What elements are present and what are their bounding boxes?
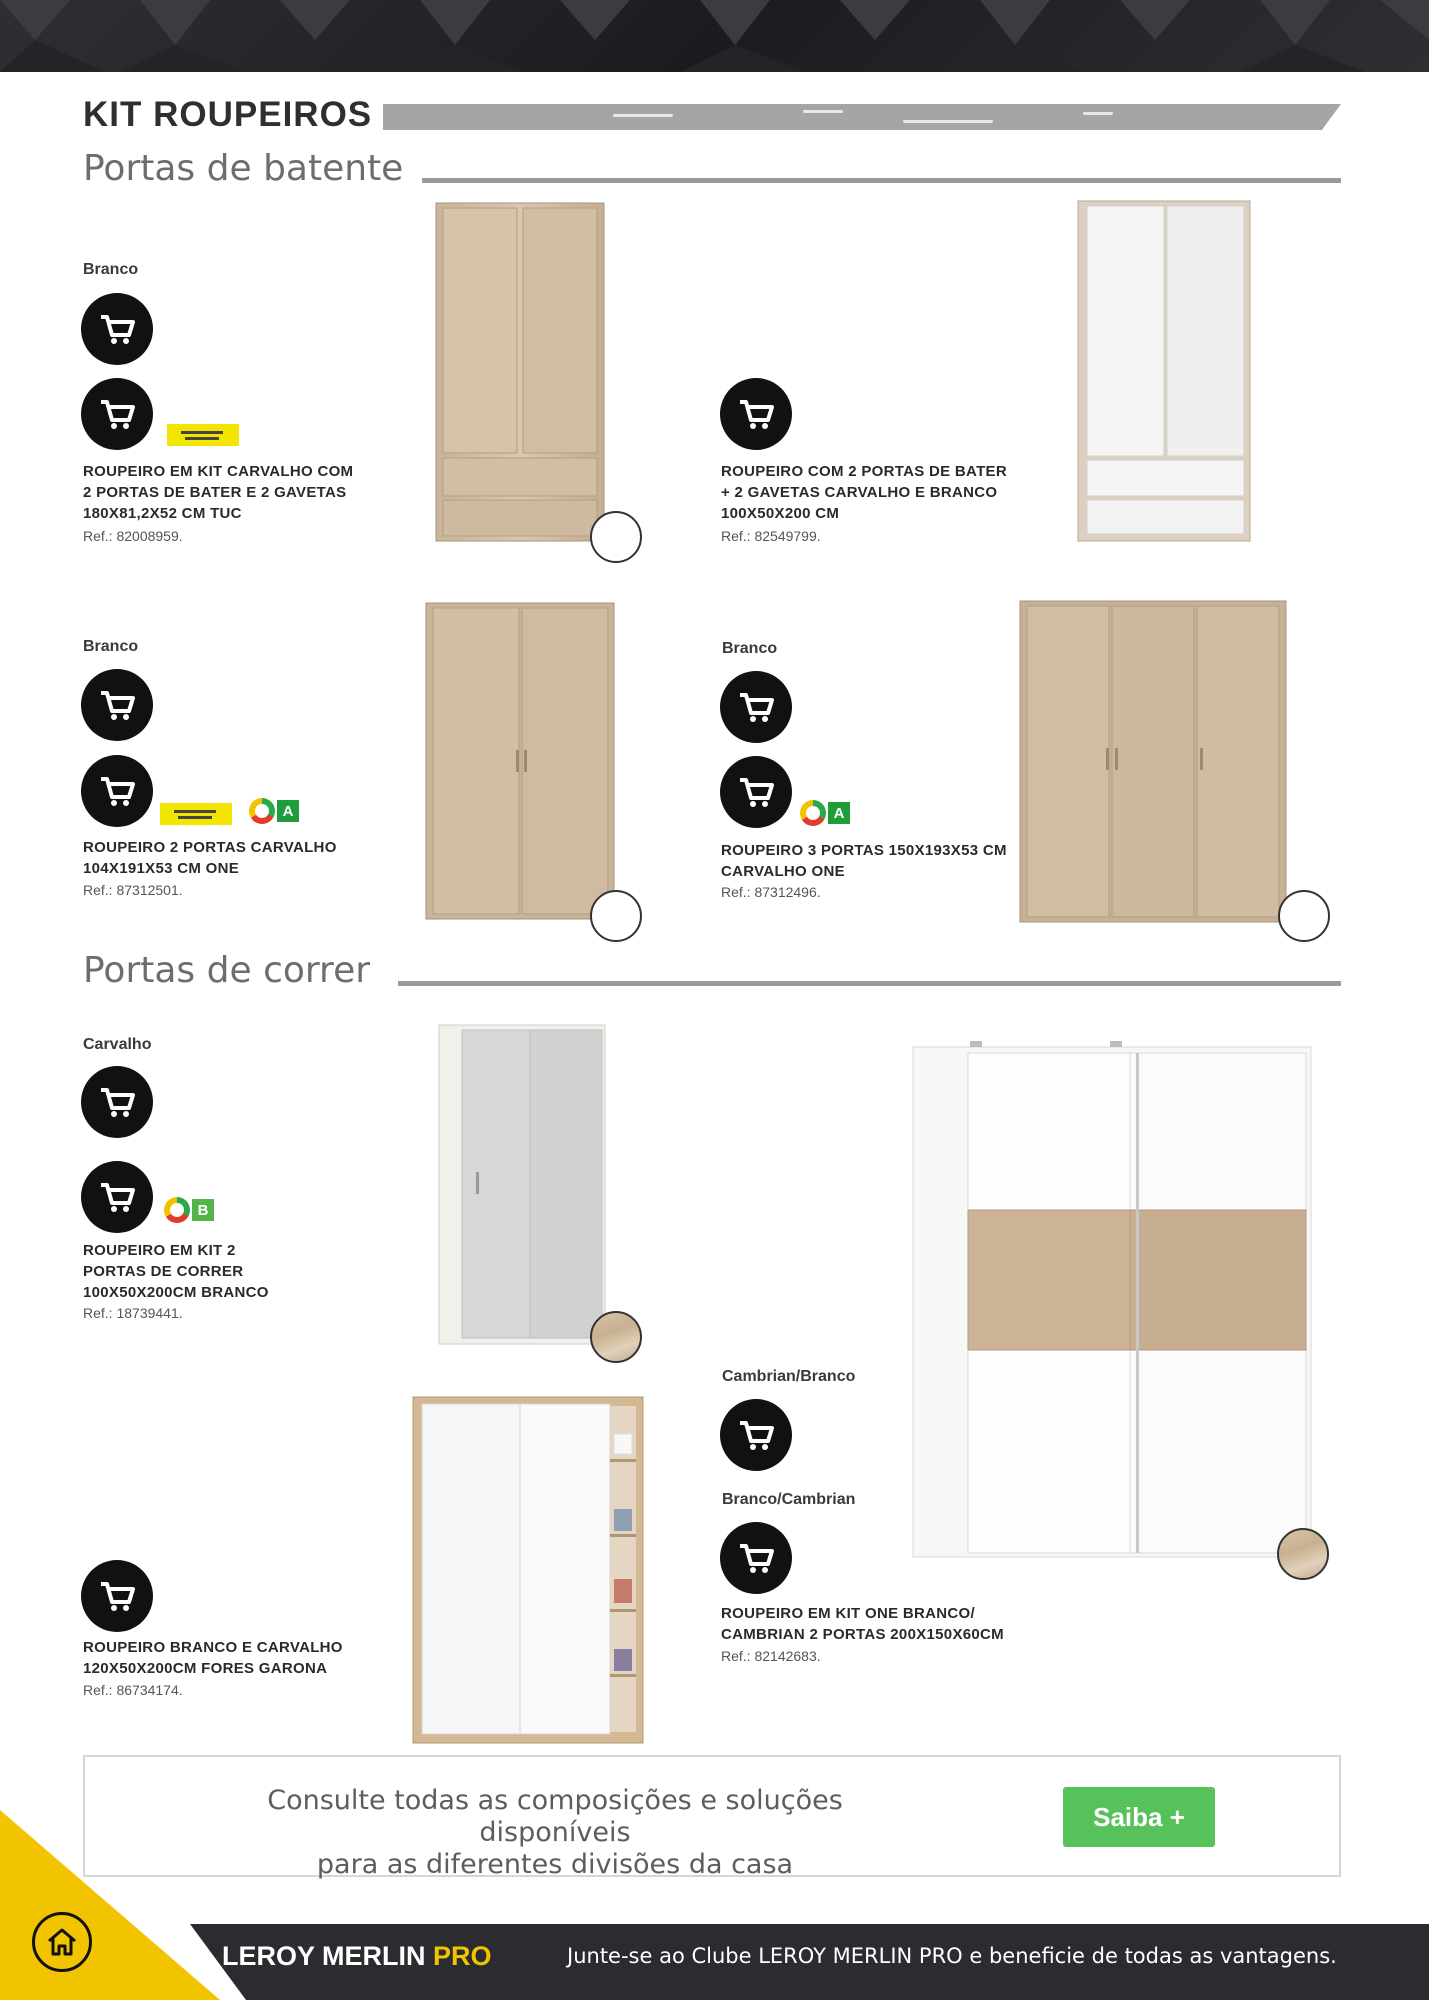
section-divider [422, 178, 1341, 183]
energy-label-icon [800, 799, 850, 827]
add-to-cart-button[interactable] [81, 293, 153, 365]
wardrobe-image-sliding-2-doors-grey [436, 1022, 608, 1347]
add-to-cart-button[interactable] [720, 378, 792, 450]
product-ref: Ref.: 87312501. [83, 882, 183, 898]
energy-label-icon [164, 1196, 214, 1224]
color-label: Branco [83, 261, 139, 278]
cta-banner [83, 1755, 1341, 1880]
section-title-correr: Portas de correr [83, 950, 371, 991]
product-name: ROUPEIRO BRANCO E CARVALHO 120X50X200CM FORES GARONA [83, 1639, 343, 1677]
section-divider [398, 981, 1341, 986]
footer-tagline: Junte-se ao Clube LEROY MERLIN PRO e beneficie de todas as vantagens. [567, 1944, 1337, 1968]
color-label: Branco [83, 638, 139, 655]
shopping-cart-icon [733, 1535, 779, 1581]
product-ref: Ref.: 18739441. [83, 1305, 183, 1321]
shopping-cart-icon [94, 306, 140, 352]
energy-grade: A [828, 802, 850, 824]
top-decorative-band [0, 0, 1429, 72]
shopping-cart-icon [94, 682, 140, 728]
shopping-cart-icon [94, 1079, 140, 1125]
wardrobe-image-white-cambrian-sliding [910, 1035, 1315, 1565]
add-to-cart-button[interactable] [720, 1522, 792, 1594]
promo-tag [160, 803, 232, 825]
product-name: ROUPEIRO 2 PORTAS CARVALHO 104X191X53 CM ONE [83, 839, 337, 877]
home-icon [45, 1925, 79, 1959]
product-ref: Ref.: 86734174. [83, 1682, 183, 1698]
shopping-cart-icon [733, 1412, 779, 1458]
page-title: KIT ROUPEIROS [83, 95, 373, 134]
product-ref: Ref.: 87312496. [721, 884, 821, 900]
add-to-cart-button[interactable] [81, 1066, 153, 1138]
add-to-cart-button[interactable] [81, 378, 153, 450]
add-to-cart-button[interactable] [81, 1560, 153, 1632]
color-label: Branco/Cambrian [722, 1491, 856, 1508]
product-name: ROUPEIRO 3 PORTAS 150X193X53 CM CARVALHO ONE [721, 842, 1007, 880]
cta-text: Consulte todas as composições e soluções disponíveis para as diferentes divisões da casa [267, 1785, 843, 1880]
wardrobe-image-oak-3-doors [1017, 598, 1289, 925]
color-swatch-cambrian[interactable] [1277, 1528, 1329, 1580]
learn-more-button[interactable]: Saiba + [1063, 1787, 1215, 1847]
brand-logo: LEROY MERLIN PRO [222, 1941, 492, 1971]
shopping-cart-icon [94, 1573, 140, 1619]
add-to-cart-button[interactable] [720, 1399, 792, 1471]
shopping-cart-icon [733, 769, 779, 815]
shopping-cart-icon [94, 768, 140, 814]
add-to-cart-button[interactable] [81, 755, 153, 827]
home-button[interactable] [32, 1912, 92, 1972]
energy-label-icon [249, 797, 299, 825]
energy-grade: A [277, 800, 299, 822]
add-to-cart-button[interactable] [81, 1161, 153, 1233]
section-title-batente: Portas de batente [83, 148, 404, 189]
wardrobe-image-oak-2-doors-2-drawers [433, 200, 608, 545]
shopping-cart-icon [94, 1174, 140, 1220]
wardrobe-image-oak-2-doors [423, 600, 618, 922]
color-label: Branco [722, 640, 778, 657]
color-swatch-white[interactable] [1278, 890, 1330, 942]
wardrobe-image-white-oak-sliding-garona [410, 1394, 646, 1746]
shopping-cart-icon [94, 391, 140, 437]
title-decorative-bar [383, 104, 1341, 130]
wardrobe-image-white-oak-2-doors [1075, 198, 1255, 546]
color-swatch-oak[interactable] [590, 1311, 642, 1363]
color-label: Cambrian/Branco [722, 1368, 856, 1385]
add-to-cart-button[interactable] [720, 756, 792, 828]
add-to-cart-button[interactable] [720, 671, 792, 743]
promo-tag [167, 424, 239, 446]
color-label: Carvalho [83, 1036, 152, 1053]
product-name: ROUPEIRO EM KIT CARVALHO COM 2 PORTAS DE BATER E 2 GAVETAS 180X81,2X52 CM TUC [83, 463, 354, 522]
product-name: ROUPEIRO EM KIT ONE BRANCO/ CAMBRIAN 2 PORTAS 200X150X60CM [721, 1605, 1004, 1643]
product-ref: Ref.: 82549799. [721, 528, 821, 544]
shopping-cart-icon [733, 684, 779, 730]
product-ref: Ref.: 82142683. [721, 1648, 821, 1664]
color-swatch-white[interactable] [590, 511, 642, 563]
product-ref: Ref.: 82008959. [83, 528, 183, 544]
color-swatch-white[interactable] [590, 890, 642, 942]
product-name: ROUPEIRO COM 2 PORTAS DE BATER + 2 GAVETAS CARVALHO E BRANCO 100X50X200 CM [721, 463, 1007, 522]
energy-grade: B [192, 1199, 214, 1221]
product-name: ROUPEIRO EM KIT 2 PORTAS DE CORRER 100X50X200CM BRANCO [83, 1242, 269, 1301]
add-to-cart-button[interactable] [81, 669, 153, 741]
shopping-cart-icon [733, 391, 779, 437]
